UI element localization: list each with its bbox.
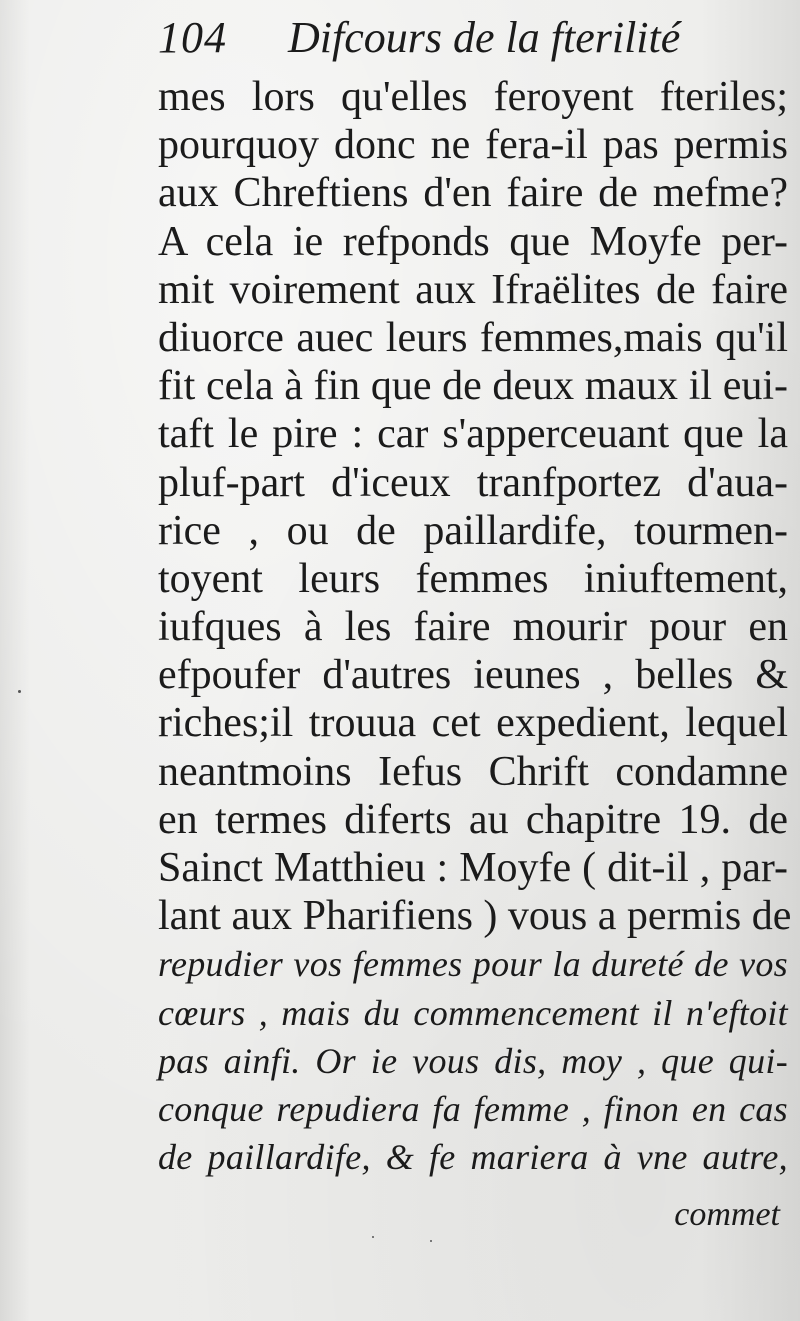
paper-speck: [18, 690, 21, 693]
text-line: rice , ou de paillardife, tourmen-: [158, 507, 788, 554]
text-line: pourquoy donc ne fera-il pas permis: [158, 122, 788, 169]
text-line: aux Chreftiens d'en faire de mefme?: [158, 170, 788, 217]
text-line-italic: de paillardife, & fe mariera à vne autre,: [158, 1137, 788, 1178]
text-line: lant aux Pharifiens ) vous a permis de: [158, 893, 792, 940]
text-line: diuorce auec leurs femmes,mais qu'il: [158, 314, 788, 361]
paper-speck: [430, 1240, 432, 1242]
text-line: pluf-part d'iceux tranfportez d'aua-: [158, 459, 788, 506]
text-line: efpoufer d'autres ieunes , belles &: [158, 652, 788, 699]
page-number: 104: [158, 13, 227, 62]
text-line: riches;il trouua cet expedient, lequel: [158, 700, 788, 747]
body-text: [158, 73, 792, 1181]
text-line: A cela ie refponds que Moyfe per-: [158, 218, 788, 265]
catchword: commet: [674, 1196, 780, 1233]
text-line-italic: repudier vos femmes pour la dureté de vos: [158, 944, 788, 985]
paper-speck: [372, 1236, 374, 1238]
page-header: [158, 8, 758, 78]
running-title: Difcours de la fterilité: [288, 13, 681, 62]
text-line: en termes diferts au chapitre 19. de: [158, 796, 788, 843]
text-line-italic: conque repudiera fa femme , finon en cas: [158, 1088, 788, 1129]
text-line: mes lors qu'elles feroyent fteriles;: [158, 74, 788, 120]
text-line: iufques à les faire mourir pour en: [158, 604, 788, 651]
text-line-italic: pas ainfi. Or ie vous dis, moy , que qui-: [158, 1040, 788, 1081]
text-line: mit voirement aux Ifraëlites de faire: [158, 266, 788, 313]
text-line: fit cela à fin que de deux maux il eui-: [158, 363, 788, 410]
text-line: toyent leurs femmes iniuftement,: [158, 555, 788, 602]
text-line-italic: cœurs , mais du commencement il n'eftoit: [158, 992, 788, 1033]
text-line: taft le pire : car s'apperceuant que la: [158, 411, 788, 458]
text-line: neantmoins Iefus Chrift condamne: [158, 748, 788, 795]
text-line: Sainct Matthieu : Moyfe ( dit-il , par-: [158, 845, 788, 891]
